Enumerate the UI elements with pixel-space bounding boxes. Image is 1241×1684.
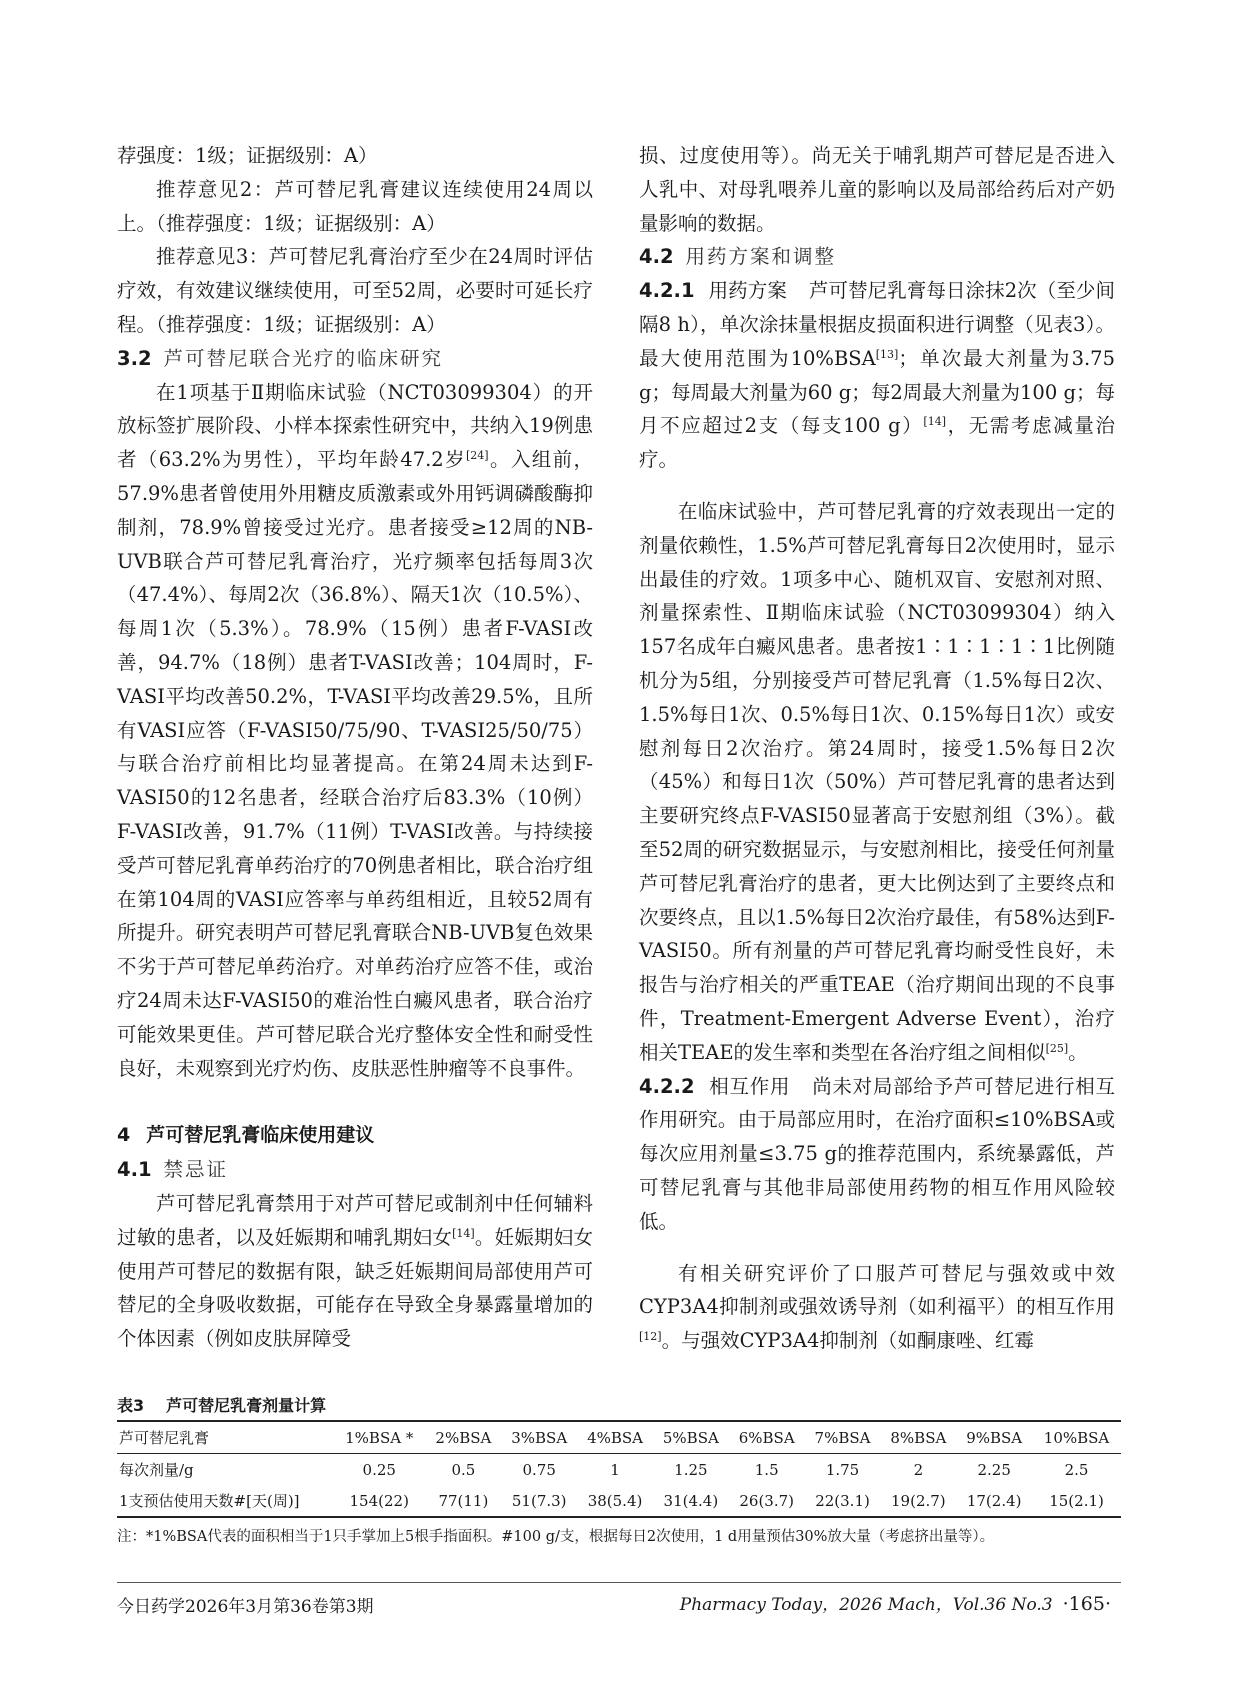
paragraph (639, 1070, 1115, 1239)
table-cell: 31(4.4) (663, 1491, 719, 1510)
page-number: ·165· (1062, 1593, 1111, 1615)
citation: [13] (875, 347, 899, 361)
journal-citation-en (680, 1590, 1111, 1615)
paragraph-text: 芦可替尼乳膏禁用于对芦可替尼或制剂中任何辅料过敏的患者，以及妊娠期和哺乳期妇女 (117, 1191, 593, 1249)
paragraph-text: 尚未对局部给予芦可替尼进行相互作用研究。由于局部应用时，在治疗面积≤10%BSA或每次应用剂量≤3.75 g的推荐范围内，系统暴露低，芦可替尼乳膏与其他非局部使用药物的相互作用风险较低。 (639, 1074, 1115, 1233)
table-cell: 22(3.1) (815, 1491, 870, 1510)
table-cell: 2.25 (977, 1460, 1011, 1479)
table-cell: 1支预估使用天数#[天(周)] (119, 1492, 300, 1510)
table-cell: 38(5.4) (587, 1491, 643, 1510)
table-caption (117, 1392, 1121, 1420)
paragraph (639, 274, 1115, 477)
table-cell: 0.75 (522, 1460, 556, 1479)
paragraph-gap (639, 477, 1115, 495)
paragraph (639, 1257, 1115, 1358)
paragraph: 推荐意见3：芦可替尼乳膏治疗至少在24周时评估疗效，有效建议继续使用，可至52周，必要时可延长疗程。（推荐强度：1级；证据级别：A） (117, 245, 593, 336)
section-title: 用药方案和调整 (685, 245, 837, 269)
section-number: 4.2.1 (639, 279, 695, 303)
table-cell: 77(11) (438, 1491, 489, 1510)
section-heading-4 (117, 1119, 593, 1153)
section-title: 用药方案 (708, 279, 787, 303)
paragraph: 损、过度使用等）。尚无关于哺乳期芦可替尼是否进入人乳中、对母乳喂养儿童的影响以及局部给药后对产奶量影响的数据。 (639, 144, 1115, 235)
paragraph: 推荐意见2：芦可替尼乳膏建议连续使用24周以上。（推荐强度：1级；证据级别：A） (117, 177, 593, 235)
table-cell: 1.75 (825, 1460, 860, 1479)
citation: [14] (452, 1226, 475, 1240)
table-cell: 15(2.1) (1049, 1491, 1104, 1510)
table-cell: 1 (610, 1460, 620, 1479)
table-note: 注：*1%BSA代表的面积相当于1只手掌加上5根手指面积。#100 g/支，根据每日2次使用，1 d用量预估30%放大量（考虑挤出量等）。 (117, 1529, 995, 1545)
paragraph: 荐强度：1级；证据级别：A） (117, 144, 378, 167)
table-header-cell: 3%BSA (511, 1428, 568, 1447)
right-column (639, 139, 1115, 1358)
table-title: 芦可替尼乳膏剂量计算 (166, 1396, 327, 1415)
table-cell: 0.5 (451, 1460, 476, 1479)
table-cell: 1.25 (674, 1460, 708, 1479)
table-header-cell: 9%BSA (966, 1428, 1023, 1447)
paragraph-text: 有相关研究评价了口服芦可替尼与强效或中效CYP3A4抑制剂或强效诱导剂（如利福平）的相互作用 (639, 1261, 1115, 1319)
table-header-row (117, 1421, 1121, 1454)
paragraph-gap (639, 1239, 1115, 1257)
table-row (117, 1454, 1121, 1486)
table-header-cell: 6%BSA (738, 1428, 795, 1447)
paragraph-text: 。妊娠期妇女使用芦可替尼的数据有限，缺乏妊娠期间局部使用芦可替尼的全身吸收数据，可能存在导致全身暴露量增加的个体因素（例如皮肤屏障受 (117, 1225, 593, 1351)
paragraph-text: 。入组前，57.9%患者曾使用外用糖皮质激素或外用钙调磷酸酶抑制剂，78.9%曾接受过光疗。患者接受≥12周的NB-UVB联合芦可替尼乳膏治疗，光疗频率包括每周3次（47.4%）、每周2次（36.8%）、隔天1次（10.5%）、每周1次（5.3%）。78.9%（15例）患者F-VASI改善，94.7%（18例）患者T-VASI改善；104周时，F-VASI平均改善50.2%，T-VASI平均改善29.5%，且所有VASI应答（F-VASI50/75/90、T-VASI25/50/75）与联合治疗前相比均显著提高。在第24周未达到F-VASI50的12名患者，经联合治疗后83.3%（10例）F-VASI改善，91.7%（11例）T-VASI改善。与持续接受芦可替尼乳膏单药治疗的70例患者相比，联合治疗组在第104周的VASI应答率与单药组相近，且较52周有所提升。研究表明芦可替尼乳膏联合NB-UVB复色效果不劣于芦可替尼单药治疗。对单药治疗应答不佳，或治疗24周未达F-VASI50的难治性白癜风患者，联合治疗可能效果更佳。芦可替尼联合光疗整体安全性和耐受性良好，未观察到光疗灼伤、皮肤恶性肿瘤等不良事件。 (117, 448, 593, 1080)
table-cell: 0.25 (362, 1460, 396, 1479)
section-title: 相互作用 (708, 1074, 791, 1098)
table-header-cell: 2%BSA (435, 1428, 492, 1447)
section-heading-4-2 (639, 240, 1115, 274)
table-header-cell: 7%BSA (814, 1428, 871, 1447)
section-number: 4.1 (117, 1158, 152, 1182)
table-header-cell: 1%BSA * (345, 1428, 414, 1447)
journal-citation: 今日药学2026年3月第36卷第3期 (117, 1597, 374, 1617)
paragraph-text: ，无需考虑减量治疗。 (639, 414, 1115, 472)
table-number: 表3 (117, 1396, 145, 1415)
table-row (117, 1485, 1121, 1517)
citation: [14] (923, 415, 946, 429)
table-header-cell: 10%BSA (1043, 1428, 1110, 1447)
citation: [24] (465, 449, 489, 463)
paragraph-text: 。 (1068, 1040, 1088, 1064)
paragraph (117, 376, 593, 1086)
section-heading-4-1 (117, 1153, 593, 1187)
table-cell: 2.5 (1064, 1460, 1089, 1479)
table-header-cell: 5%BSA (662, 1428, 719, 1447)
section-number: 4 (117, 1124, 131, 1147)
left-column (117, 139, 593, 1356)
paragraph-text: 在临床试验中，芦可替尼乳膏的疗效表现出一定的剂量依赖性，1.5%芦可替尼乳膏每日2次使用时，显示出最佳的疗效。1项多中心、随机双盲、安慰剂对照、剂量探索性、Ⅱ期临床试验（NCT03099304）纳入157名成年白癜风患者。患者按1∶1∶1∶1∶1比例随机分为5组，分别接受芦可替尼乳膏（1.5%每日2次、1.5%每日1次、0.5%每日1次、0.15%每日1次）或安慰剂每日2次治疗。第24周时，接受1.5%每日2次（45%）和每日1次（50%）芦可替尼乳膏的患者达到主要研究终点F-VASI50显著高于安慰剂组（3%）。截至52周的研究数据显示，与安慰剂相比，接受任何剂量芦可替尼乳膏治疗的患者，更大比例达到了主要终点和次要终点，且以1.5%每日2次治疗最佳，有58%达到F-VASI50。所有剂量的芦可替尼乳膏均耐受性良好，未报告与治疗相关的严重TEAE（治疗期间出现的不良事件，Treatment-Emergent Adverse Event），治疗相关TEAE的发生率和类型在各治疗组之间相似 (639, 499, 1115, 1064)
citation: [12] (639, 1330, 662, 1344)
paragraph (639, 495, 1115, 1070)
paragraph-text: 。与强效CYP3A4抑制剂（如酮康唑、红霉 (661, 1329, 1034, 1353)
dose-table-block (117, 1392, 1121, 1548)
section-title: 芦可替尼联合光疗的临床研究 (163, 346, 444, 370)
table-cell: 154(22) (349, 1491, 409, 1510)
footer-divider (117, 1582, 1121, 1583)
citation: [25] (1045, 1041, 1069, 1055)
section-title: 禁忌证 (163, 1158, 229, 1182)
paragraph (117, 1187, 593, 1356)
table-cell: 19(2.7) (891, 1491, 946, 1510)
paragraph-text: ；单次最大剂量为3.75 g；每周最大剂量为60 g；每2周最大剂量为100 g；每月不应超过2支（每支100 g） (639, 346, 1115, 438)
table-header-cell: 8%BSA (890, 1428, 947, 1447)
section-heading-3-2 (117, 342, 593, 376)
section-number: 4.2.2 (639, 1074, 695, 1098)
table-cell: 2 (913, 1460, 924, 1479)
section-number: 3.2 (117, 346, 152, 370)
table-cell: 1.5 (754, 1460, 779, 1479)
section-number: 4.2 (639, 245, 674, 269)
table-header-cell: 4%BSA (587, 1428, 643, 1447)
table-cell: 26(3.7) (739, 1491, 795, 1510)
table-header-cell: 芦可替尼乳膏 (119, 1429, 210, 1447)
paragraph-text: 在1项基于Ⅱ期临床试验（NCT03099304）的开放标签扩展阶段、小样本探索性研究中，共纳入19例患者（63.2%为男性），平均年龄47.2岁 (117, 380, 593, 472)
journal-name-en: Pharmacy Today，2026 Mach，Vol.36 No.3 (679, 1595, 1053, 1615)
table-cell: 17(2.4) (966, 1491, 1022, 1510)
paragraph-text: 芦可替尼乳膏每日涂抹2次（至少间隔8 h），单次涂抹量根据皮损面积进行调整（见表3）。最大使用范围为10%BSA (639, 279, 1115, 370)
table-cell: 每次剂量/g (119, 1461, 194, 1479)
table-cell: 51(7.3) (511, 1491, 567, 1510)
section-title: 芦可替尼乳膏临床使用建议 (146, 1124, 375, 1147)
dose-table (117, 1420, 1121, 1518)
